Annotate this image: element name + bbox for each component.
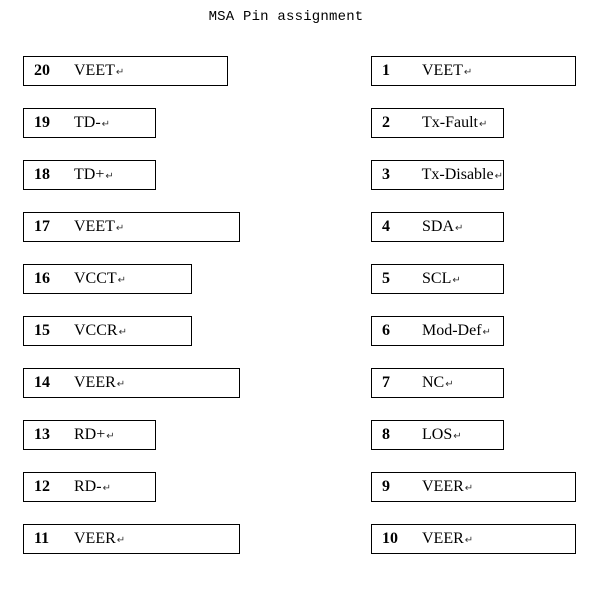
pin-number: 5 xyxy=(382,270,390,287)
pin-label: VEET xyxy=(74,62,115,79)
pin-box-16 xyxy=(23,264,192,294)
pin-box-14 xyxy=(23,368,240,398)
pin-number: 13 xyxy=(34,426,50,443)
pin-box-6 xyxy=(371,316,504,346)
pin-label: VEER xyxy=(74,530,116,547)
return-mark-icon: ↵ xyxy=(118,326,127,338)
pin-label: TD+ xyxy=(74,166,105,183)
pin-box-10 xyxy=(371,524,576,554)
pin-box-5 xyxy=(371,264,504,294)
pin-label: Tx-Disable xyxy=(421,166,494,183)
return-mark-icon: ↵ xyxy=(115,66,125,78)
pin-number: 6 xyxy=(382,322,390,339)
return-mark-icon: ↵ xyxy=(453,430,462,442)
return-mark-icon: ↵ xyxy=(117,274,127,286)
pin-number: 9 xyxy=(382,478,390,495)
return-mark-icon: ↵ xyxy=(479,118,488,130)
return-mark-icon: ↵ xyxy=(482,326,491,338)
pin-label: SDA xyxy=(422,218,455,235)
pin-box-7 xyxy=(371,368,504,398)
pin-label: SCL xyxy=(422,270,452,287)
pin-label: RD- xyxy=(74,478,102,495)
pin-label: LOS xyxy=(422,426,453,443)
return-mark-icon: ↵ xyxy=(445,378,454,390)
pin-box-17 xyxy=(23,212,240,242)
pin-box-20 xyxy=(23,56,228,86)
pin-box-13 xyxy=(23,420,156,450)
pin-box-11 xyxy=(23,524,240,554)
pin-number: 1 xyxy=(382,62,390,79)
return-mark-icon: ↵ xyxy=(115,222,125,234)
pin-number: 16 xyxy=(34,270,50,287)
pin-label: NC xyxy=(422,374,445,391)
pin-label: VEET xyxy=(422,62,463,79)
return-mark-icon: ↵ xyxy=(116,534,126,546)
pin-box-19 xyxy=(23,108,156,138)
return-mark-icon: ↵ xyxy=(452,274,461,286)
pin-box-3 xyxy=(371,160,504,190)
pin-number: 11 xyxy=(34,530,50,547)
pin-number: 3 xyxy=(382,166,390,183)
return-mark-icon: ↵ xyxy=(101,118,111,130)
pin-number: 18 xyxy=(34,166,50,183)
return-mark-icon: ↵ xyxy=(464,482,474,494)
pin-box-1 xyxy=(371,56,576,86)
pin-label: VCCR xyxy=(74,322,118,339)
pin-number: 14 xyxy=(34,374,50,391)
pin-label: Mod-Def xyxy=(422,322,482,339)
pin-label: TD- xyxy=(74,114,101,131)
diagram-title: MSA Pin assignment xyxy=(208,9,364,25)
pin-label: VEER xyxy=(422,530,464,547)
pin-number: 20 xyxy=(34,62,50,79)
pin-number: 2 xyxy=(382,114,390,131)
pin-label: Tx-Fault xyxy=(422,114,478,131)
pin-box-12 xyxy=(23,472,156,502)
pin-box-2 xyxy=(371,108,504,138)
pin-number: 17 xyxy=(34,218,50,235)
pin-number: 10 xyxy=(382,530,398,547)
pin-box-8 xyxy=(371,420,504,450)
pin-label: VEER xyxy=(74,374,116,391)
return-mark-icon: ↵ xyxy=(116,378,126,390)
return-mark-icon: ↵ xyxy=(463,66,473,78)
pin-number: 7 xyxy=(382,374,390,391)
pin-number: 15 xyxy=(34,322,50,339)
pin-number: 12 xyxy=(34,478,50,495)
return-mark-icon: ↵ xyxy=(106,430,115,442)
pin-label: RD+ xyxy=(74,426,106,443)
pin-box-4 xyxy=(371,212,504,242)
return-mark-icon: ↵ xyxy=(494,170,503,182)
return-mark-icon: ↵ xyxy=(105,170,114,182)
pin-box-9 xyxy=(371,472,576,502)
return-mark-icon: ↵ xyxy=(464,534,474,546)
pin-number: 4 xyxy=(382,218,390,235)
pin-box-15 xyxy=(23,316,192,346)
pin-number: 8 xyxy=(382,426,390,443)
pin-number: 19 xyxy=(34,114,50,131)
pin-label: VEET xyxy=(74,218,115,235)
return-mark-icon: ↵ xyxy=(102,482,111,494)
return-mark-icon: ↵ xyxy=(455,222,464,234)
pin-label: VEER xyxy=(422,478,464,495)
pin-label: VCCT xyxy=(74,270,117,287)
pin-box-18 xyxy=(23,160,156,190)
